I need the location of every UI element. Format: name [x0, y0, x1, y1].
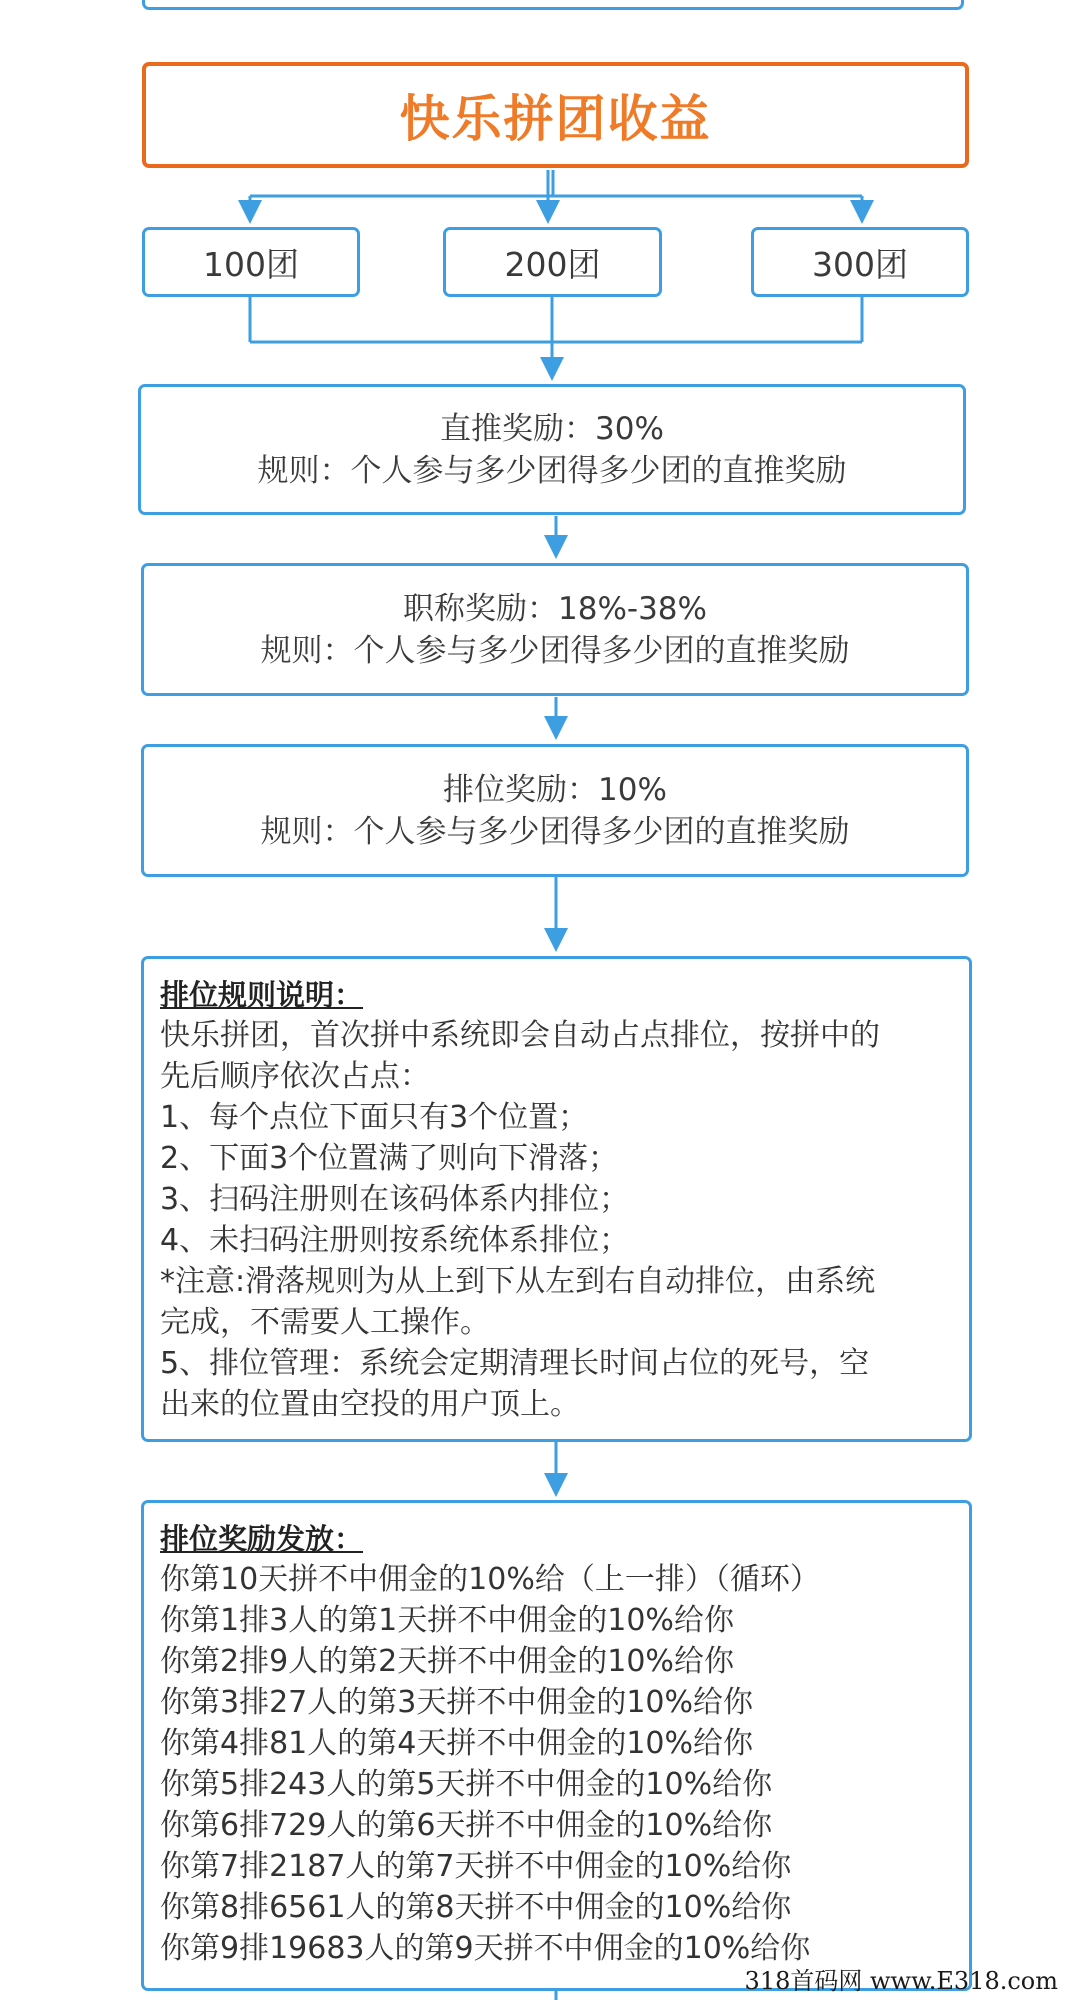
group-label: 100团	[203, 244, 299, 284]
previous-box-partial	[142, 0, 964, 10]
payout-line: 你第7排2187人的第7天拼不中佣金的10%给你	[160, 1849, 792, 1884]
ranking-rules-lines	[160, 1015, 953, 1425]
rule-line: 4、未扫码注册则按系统体系排位；	[160, 1223, 630, 1258]
ranking-payout-lines	[160, 1559, 953, 1969]
reward-name: 排位奖励：10%	[443, 771, 667, 808]
rule-line: 3、扫码注册则在该码体系内排位；	[160, 1182, 630, 1217]
group-label: 300团	[812, 244, 908, 284]
group-box-100	[142, 227, 360, 297]
rule-line: 先后顺序依次占点：	[160, 1059, 430, 1094]
payout-line: 你第6排729人的第6天拼不中佣金的10%给你	[160, 1808, 773, 1843]
payout-line: 你第1排3人的第1天拼不中佣金的10%给你	[160, 1603, 734, 1638]
title-box	[142, 62, 969, 168]
page-title: 快乐拼团收益	[399, 90, 712, 148]
payout-line: 你第5排243人的第5天拼不中佣金的10%给你	[160, 1767, 773, 1802]
reward-name: 直推奖励：30%	[440, 410, 664, 447]
rule-line: 2、下面3个位置满了则向下滑落；	[160, 1141, 619, 1176]
rule-line: 1、每个点位下面只有3个位置；	[160, 1100, 589, 1135]
rule-line: 快乐拼团，首次拼中系统即会自动占点排位，按拼中的	[160, 1018, 880, 1053]
reward-box-title	[141, 563, 969, 696]
rule-line: 5、排位管理：系统会定期清理长时间占位的死号，空	[160, 1346, 870, 1381]
payout-line: 你第8排6561人的第8天拼不中佣金的10%给你	[160, 1890, 792, 1925]
rule-line: 出来的位置由空投的用户顶上。	[160, 1387, 580, 1422]
site-watermark: 318首码网 www.E318.com	[744, 1967, 1058, 1995]
ranking-payout-heading: 排位奖励发放：	[160, 1522, 364, 1556]
ranking-rules-box	[141, 956, 972, 1442]
group-box-300	[751, 227, 969, 297]
rule-line: *注意:滑落规则为从上到下从左到右自动排位，由系统	[160, 1264, 876, 1299]
payout-line: 你第2排9人的第2天拼不中佣金的10%给你	[160, 1644, 734, 1679]
group-box-200	[443, 227, 662, 297]
payout-line: 你第4排81人的第4天拼不中佣金的10%给你	[160, 1726, 754, 1761]
ranking-payout-box	[141, 1500, 972, 1991]
rule-line: 完成，不需要人工操作。	[160, 1305, 490, 1340]
payout-line: 你第10天拼不中佣金的10%给（上一排）（循环）	[160, 1562, 820, 1597]
payout-line: 你第9排19683人的第9天拼不中佣金的10%给你	[160, 1931, 811, 1966]
group-label: 200团	[504, 244, 601, 284]
reward-box-direct	[138, 384, 966, 515]
reward-rule: 规则：个人参与多少团得多少团的直推奖励	[260, 813, 850, 850]
reward-box-ranking	[141, 744, 969, 877]
reward-rule: 规则：个人参与多少团得多少团的直推奖励	[260, 632, 850, 669]
payout-line: 你第3排27人的第3天拼不中佣金的10%给你	[160, 1685, 754, 1720]
reward-name: 职称奖励：18%-38%	[403, 590, 707, 627]
reward-rule: 规则：个人参与多少团得多少团的直推奖励	[257, 452, 847, 489]
ranking-rules-heading: 排位规则说明：	[160, 978, 364, 1012]
